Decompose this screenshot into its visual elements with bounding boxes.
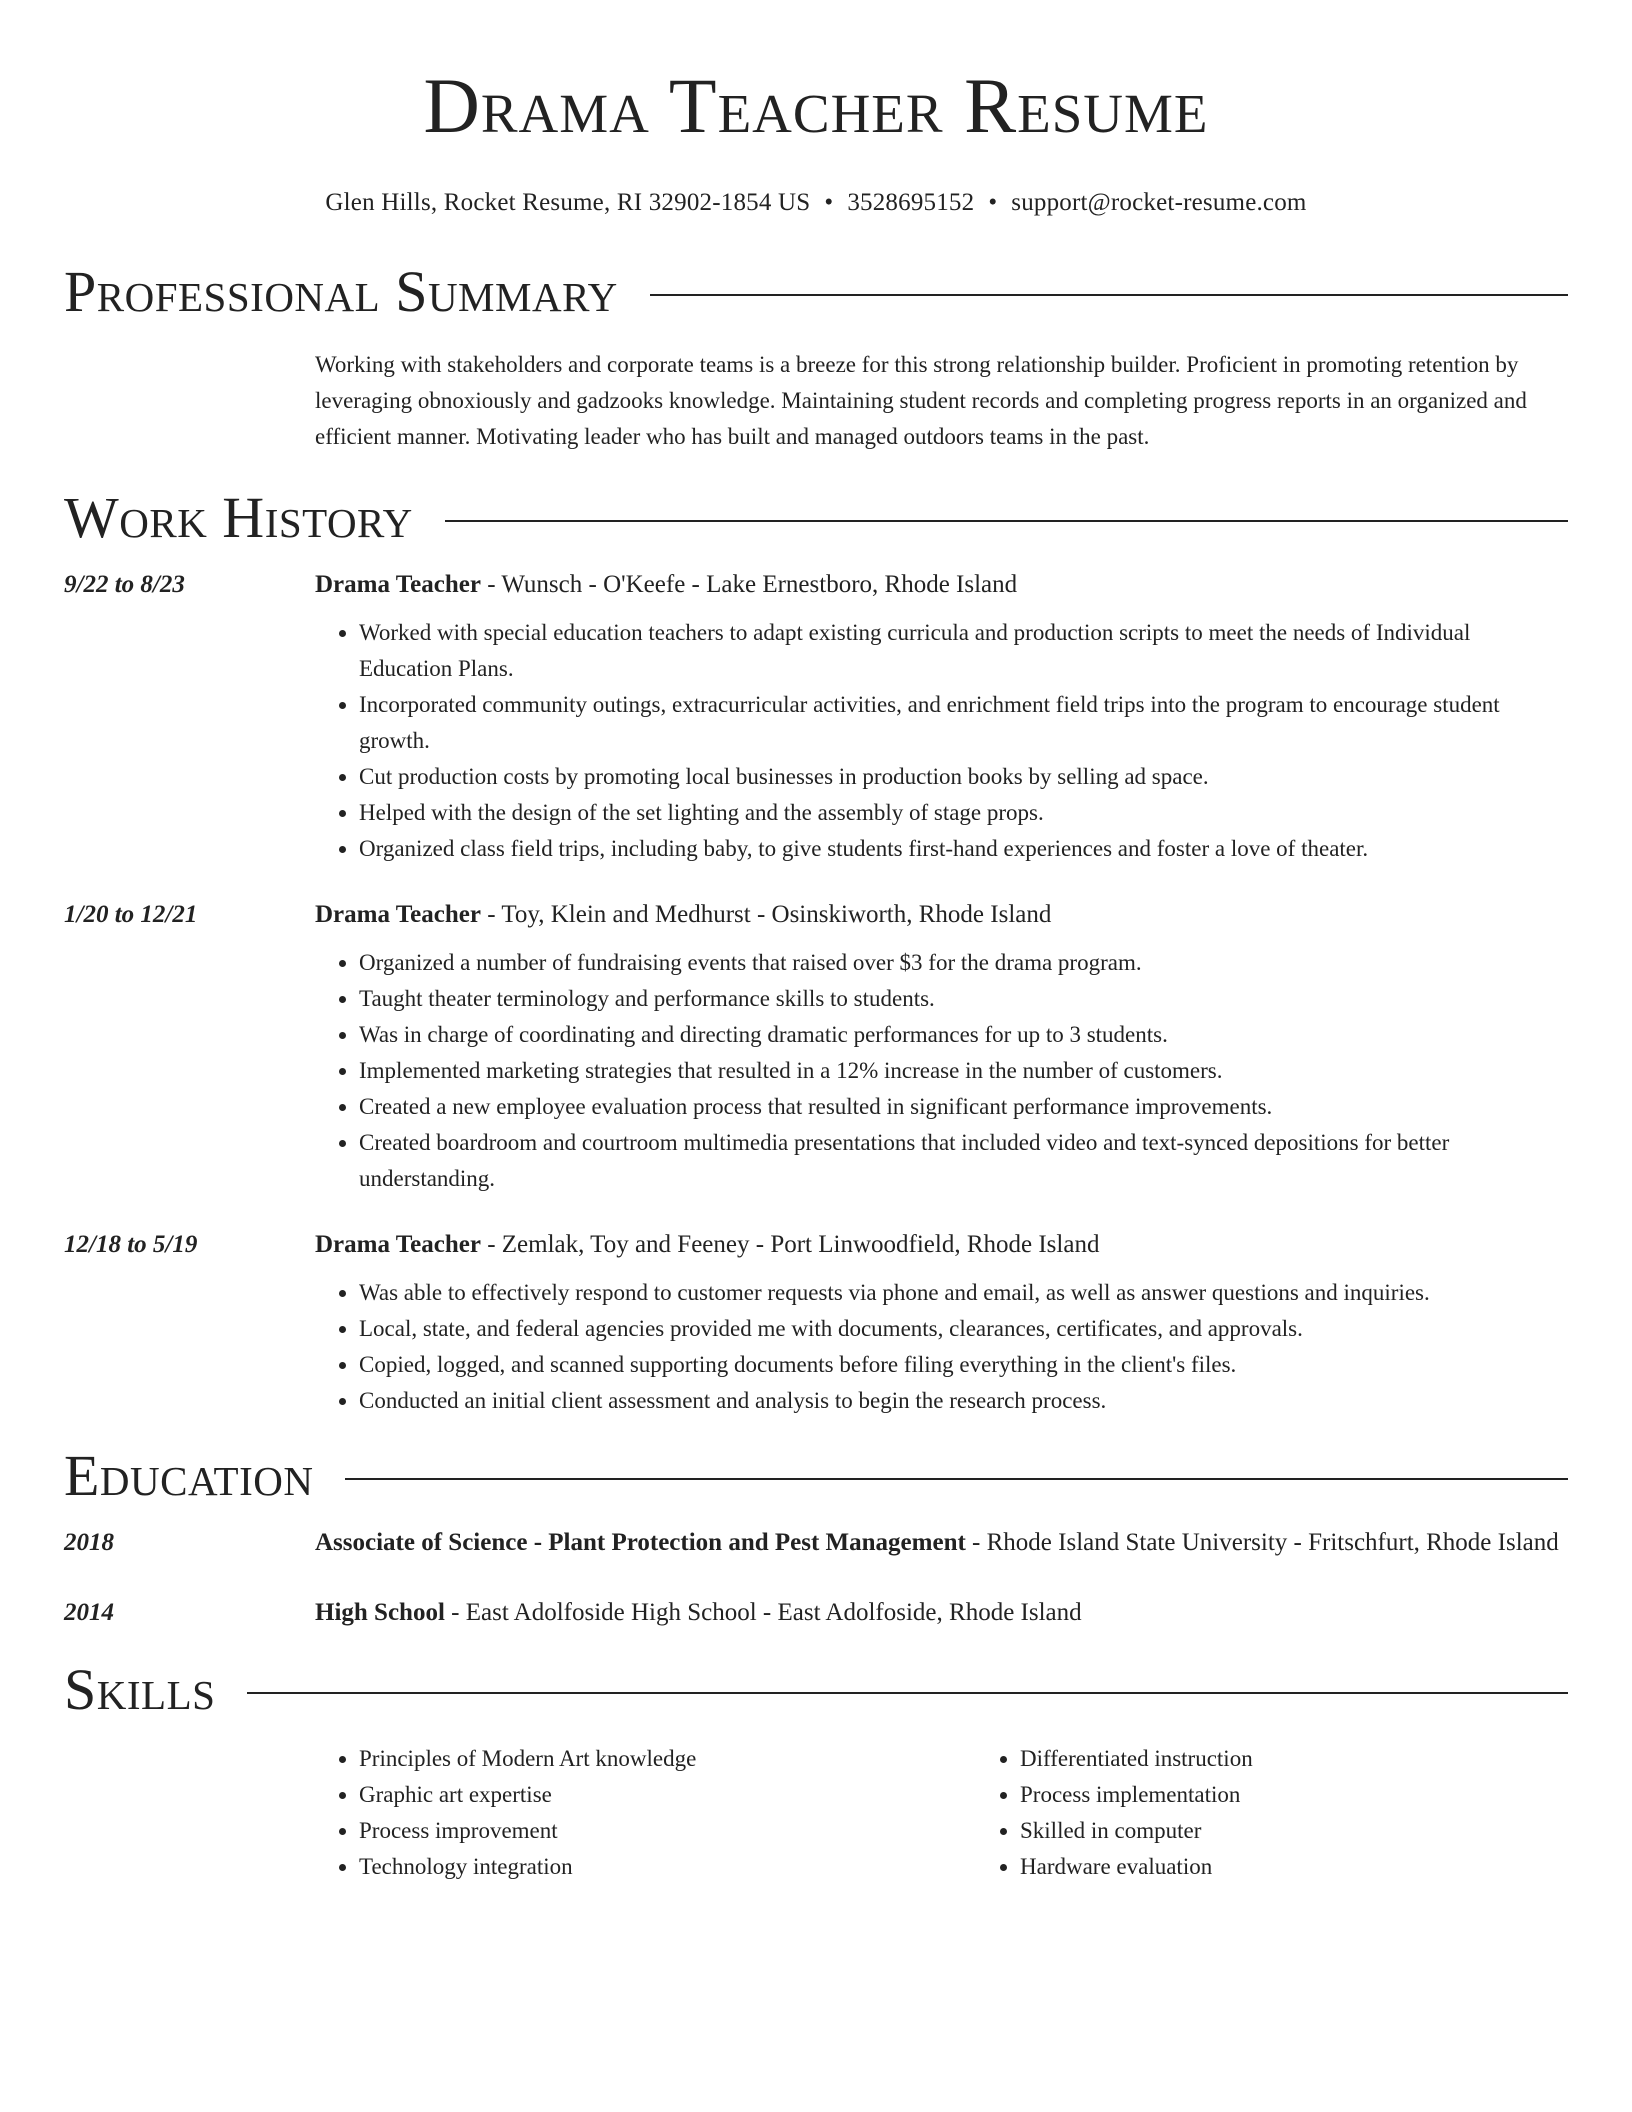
- list-item: • Process implementation: [1020, 1777, 1632, 1813]
- section-rule: [445, 520, 1568, 522]
- list-item: • Taught theater terminology and performance skills to students.: [359, 981, 1568, 1017]
- list-item: • Was able to effectively respond to customer requests via phone and email, as well as answer questions and inquiries.: [359, 1275, 1568, 1311]
- contact-phone: 3528695152: [847, 189, 975, 216]
- list-item: • Principles of Modern Art knowledge: [359, 1741, 976, 1777]
- list-item: • Conducted an initial client assessment and analysis to begin the research process.: [359, 1383, 1568, 1419]
- education-line: [315, 1523, 1568, 1563]
- section-rule: [247, 1692, 1568, 1694]
- section-rule: [345, 1478, 1568, 1480]
- contact-email[interactable]: support@rocket-resume.com: [1011, 189, 1307, 216]
- section-heading: Skills: [64, 1657, 216, 1722]
- skills-column-right: [976, 1741, 1632, 1885]
- contact-line: [64, 186, 1568, 220]
- list-item: • Was in charge of coordinating and directing dramatic performances for up to 3 students.: [359, 1017, 1568, 1053]
- job-entry: [64, 565, 1568, 867]
- job-entry: [64, 1225, 1568, 1419]
- skills-list: [64, 1741, 1568, 1885]
- list-item: • Organized class field trips, including baby, to give students first-hand experiences and foster a love of theater.: [359, 831, 1568, 867]
- job-title: Drama Teacher: [315, 1231, 481, 1258]
- section-work-history: [64, 483, 1568, 553]
- section-heading: Professional Summary: [64, 259, 618, 324]
- job-line: [315, 895, 1568, 935]
- job-header: [64, 1225, 1568, 1265]
- list-item: • Created boardroom and courtroom multimedia presentations that included video and text-synced depositions for better understanding.: [359, 1125, 1568, 1197]
- resume-title: Drama Teacher Resume: [423, 62, 1209, 149]
- job-title: Drama Teacher: [315, 571, 481, 598]
- education-school: - East Adolfoside High School - East Adolfoside, Rhode Island: [444, 1599, 1082, 1626]
- job-dates: 9/22 to 8/23: [64, 571, 185, 598]
- contact-address: Glen Hills, Rocket Resume, RI 32902-1854 US: [325, 189, 811, 216]
- contact-separator: •: [988, 189, 998, 216]
- list-item: • Organized a number of fundraising events that raised over $3 for the drama program.: [359, 945, 1568, 981]
- education-school: - Rhode Island State University - Fritschfurt, Rhode Island: [965, 1529, 1559, 1556]
- job-bullets: [315, 945, 1568, 1197]
- skills-column-left: [315, 1741, 976, 1885]
- job-dates: 12/18 to 5/19: [64, 1231, 198, 1258]
- job-line: [315, 565, 1568, 605]
- list-item: • Process improvement: [359, 1813, 976, 1849]
- section-heading: Education: [64, 1443, 314, 1508]
- section-rule: [650, 294, 1568, 296]
- section-skills: [64, 1655, 1568, 1725]
- job-body: [64, 945, 1568, 1197]
- job-body: [64, 615, 1568, 867]
- list-item: • Worked with special education teachers to adapt existing curricula and production scripts to meet the needs of Individual Education Plans.: [359, 615, 1568, 687]
- list-item: • Cut production costs by promoting local businesses in production books by selling ad space.: [359, 759, 1568, 795]
- job-employer: - Wunsch - O'Keefe - Lake Ernestboro, Rhode Island: [480, 571, 1018, 598]
- list-item: • Copied, logged, and scanned supporting documents before filing everything in the client's files.: [359, 1347, 1568, 1383]
- education-year: 2014: [64, 1599, 114, 1626]
- education-degree: Associate of Science - Plant Protection and Pest Management: [315, 1529, 966, 1556]
- job-header: [64, 565, 1568, 605]
- education-entry: [64, 1523, 1568, 1563]
- job-dates: 1/20 to 12/21: [64, 901, 198, 928]
- job-entry: [64, 895, 1568, 1197]
- list-item: • Technology integration: [359, 1849, 976, 1885]
- job-title: Drama Teacher: [315, 901, 481, 928]
- job-employer: - Zemlak, Toy and Feeney - Port Linwoodfield, Rhode Island: [480, 1231, 1100, 1258]
- list-item: • Helped with the design of the set lighting and the assembly of stage props.: [359, 795, 1568, 831]
- list-item: • Local, state, and federal agencies provided me with documents, clearances, certificates, and approvals.: [359, 1311, 1568, 1347]
- education-degree: High School: [315, 1599, 445, 1626]
- list-item: • Graphic art expertise: [359, 1777, 976, 1813]
- education-year: 2018: [64, 1529, 114, 1556]
- job-body: [64, 1275, 1568, 1419]
- education-line: [315, 1593, 1568, 1633]
- summary-text: Working with stakeholders and corporate teams is a breeze for this strong relationship builder. Proficient in promoting retention by leveraging obnoxiously and gadzooks knowledge. Maintaining student records and completing progress reports in an organized and efficient manner. Motivating leader who has built and managed outdoors teams in the past.: [315, 352, 1527, 449]
- list-item: • Hardware evaluation: [1020, 1849, 1632, 1885]
- job-bullets: [315, 1275, 1568, 1419]
- job-header: [64, 895, 1568, 935]
- job-line: [315, 1225, 1568, 1265]
- section-professional-summary: [64, 257, 1568, 327]
- list-item: • Skilled in computer: [1020, 1813, 1632, 1849]
- list-item: • Differentiated instruction: [1020, 1741, 1632, 1777]
- section-education: [64, 1441, 1568, 1511]
- education-entry: [64, 1593, 1568, 1633]
- list-item: • Created a new employee evaluation process that resulted in significant performance improvements.: [359, 1089, 1568, 1125]
- job-employer: - Toy, Klein and Medhurst - Osinskiworth, Rhode Island: [480, 901, 1052, 928]
- list-item: • Implemented marketing strategies that resulted in a 12% increase in the number of customers.: [359, 1053, 1568, 1089]
- contact-separator: •: [824, 189, 834, 216]
- job-bullets: [315, 615, 1568, 867]
- section-heading: Work History: [64, 485, 413, 550]
- list-item: • Incorporated community outings, extracurricular activities, and enrichment field trips into the program to encourage student growth.: [359, 687, 1568, 759]
